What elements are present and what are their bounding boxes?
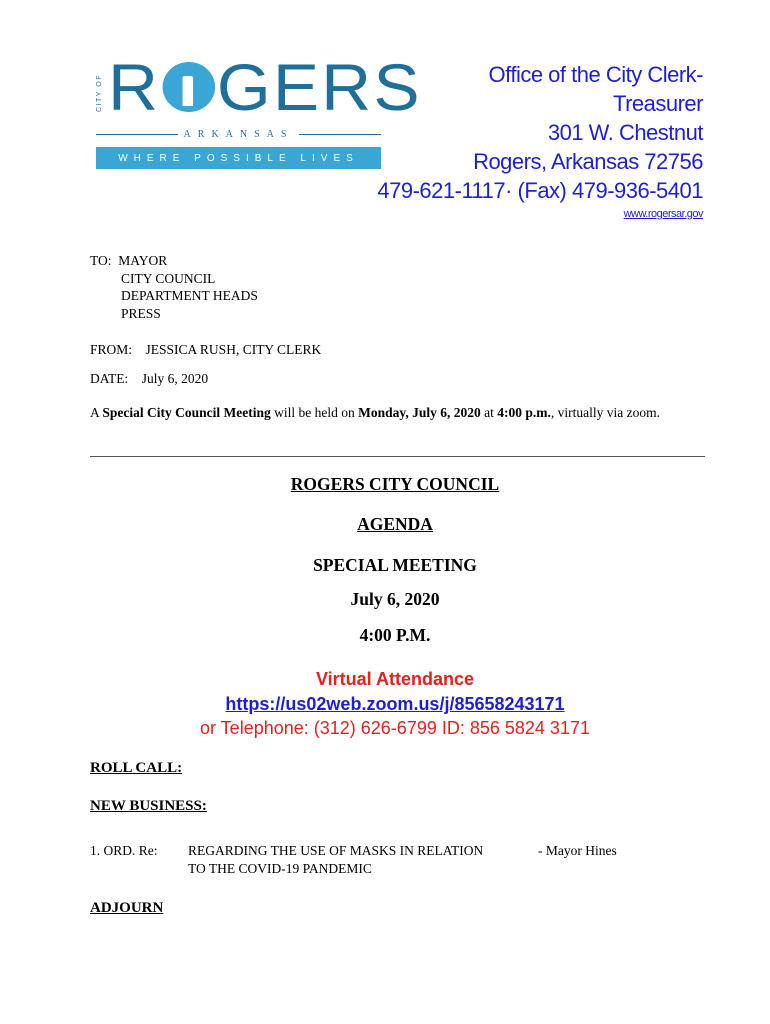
intro-text: A bbox=[90, 405, 103, 420]
logo-city-of: CITY OF bbox=[96, 74, 103, 112]
intro-text: at bbox=[480, 405, 498, 420]
logo-divider bbox=[96, 134, 178, 135]
logo-o-icon bbox=[162, 62, 215, 112]
to-label: TO: bbox=[90, 253, 112, 268]
from-line bbox=[90, 341, 321, 359]
agenda-heading: AGENDA bbox=[357, 514, 433, 534]
intro-text: , virtually via zoom. bbox=[550, 405, 661, 420]
agenda-item-line: TO THE COVID-19 PANDEMIC bbox=[188, 861, 372, 876]
date-value: July 6, 2020 bbox=[141, 371, 209, 386]
new-business-heading: NEW BUSINESS: bbox=[90, 798, 207, 814]
council-heading: ROGERS CITY COUNCIL bbox=[290, 474, 500, 494]
office-street: 301 W. Chestnut bbox=[547, 120, 703, 145]
to-recipient: MAYOR bbox=[118, 253, 168, 268]
office-city: Rogers, Arkansas 72756 bbox=[473, 149, 703, 174]
logo-wordmark-r: R bbox=[108, 50, 161, 124]
telephone-info: or Telephone: (312) 626-6799 ID: 856 5824 3171 bbox=[200, 718, 590, 738]
office-phone: 479-621-1117· (Fax) 479-936-5401 bbox=[377, 178, 703, 203]
to-recipient: PRESS bbox=[121, 305, 161, 321]
intro-text: will be held on bbox=[270, 405, 359, 420]
zoom-link-text[interactable]: https://us02web.zoom.us/j/85658243171 bbox=[225, 694, 565, 714]
zoom-link bbox=[0, 692, 770, 716]
logo-state: ARKANSAS bbox=[183, 128, 294, 140]
from-value: JESSICA RUSH, CITY CLERK bbox=[145, 342, 322, 357]
virtual-attendance-title: Virtual Attendance bbox=[315, 669, 475, 689]
logo-tagline: WHERE POSSIBLE LIVES bbox=[96, 147, 381, 169]
intro-time: 4:00 p.m. bbox=[497, 405, 551, 420]
intro-meeting-type: Special City Council Meeting bbox=[102, 405, 271, 420]
from-label: FROM: bbox=[90, 342, 133, 357]
rogers-logo bbox=[96, 50, 422, 175]
adjourn-heading: ADJOURN bbox=[90, 900, 164, 916]
to-line bbox=[90, 252, 258, 270]
roll-call-colon: : bbox=[177, 760, 183, 776]
roll-call-label: ROLL CALL bbox=[90, 760, 178, 776]
meeting-time-heading: 4:00 P.M. bbox=[359, 625, 431, 645]
logo-wordmark bbox=[108, 50, 422, 124]
website-link[interactable]: www.rogersar.gov bbox=[623, 208, 703, 220]
to-block bbox=[90, 252, 258, 322]
meeting-announcement bbox=[90, 404, 705, 422]
agenda-item-line: REGARDING THE USE OF MASKS IN RELATION bbox=[188, 843, 484, 858]
to-recipient: DEPARTMENT HEADS bbox=[121, 288, 258, 303]
divider-rule bbox=[90, 456, 705, 457]
agenda-item-sponsor: - Mayor Hines bbox=[538, 843, 617, 858]
intro-date: Monday, July 6, 2020 bbox=[358, 405, 481, 420]
office-title-cont: Treasurer bbox=[612, 91, 703, 116]
roll-call-heading bbox=[90, 760, 182, 777]
meeting-type-heading: SPECIAL MEETING bbox=[313, 555, 477, 575]
logo-state-row bbox=[96, 127, 381, 141]
logo-divider bbox=[299, 134, 381, 135]
office-address-block bbox=[377, 60, 703, 223]
meeting-date-heading: July 6, 2020 bbox=[350, 589, 440, 609]
date-line bbox=[90, 370, 208, 388]
agenda-item-description bbox=[188, 842, 528, 878]
to-recipient: CITY COUNCIL bbox=[121, 270, 216, 286]
office-title: Office of the City Clerk- bbox=[488, 62, 703, 87]
logo-wordmark-gers: GERS bbox=[216, 50, 422, 124]
agenda-item-number: 1. ORD. Re: bbox=[90, 843, 158, 858]
date-label: DATE: bbox=[90, 371, 129, 386]
